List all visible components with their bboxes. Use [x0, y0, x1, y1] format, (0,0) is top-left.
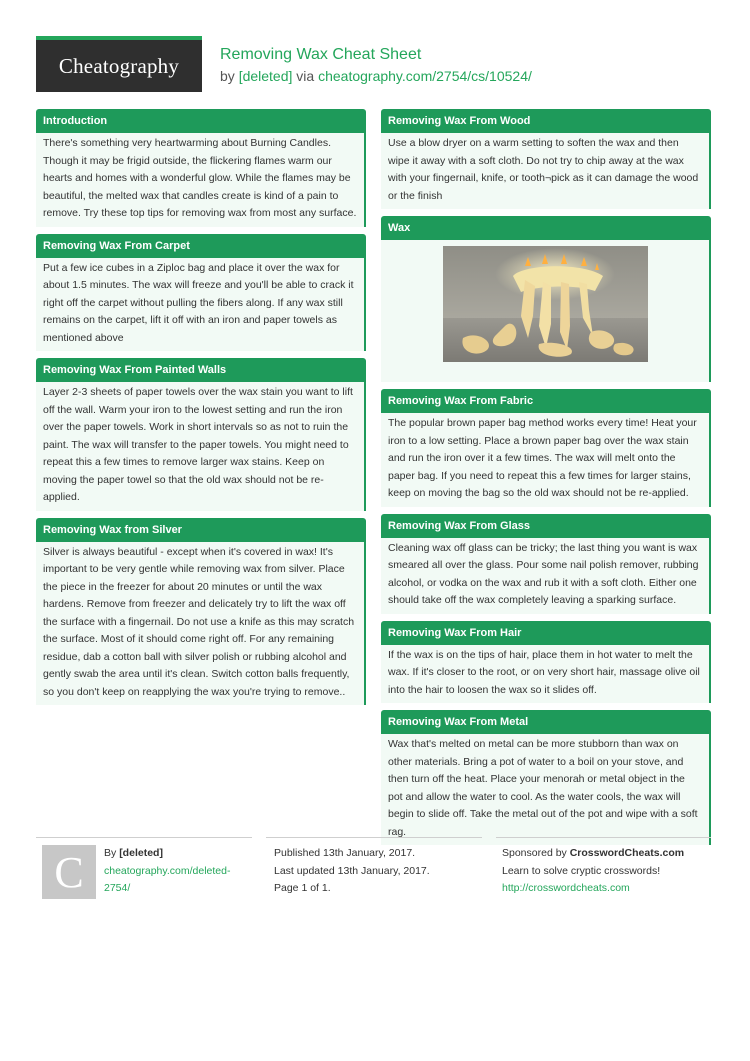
section-text: There's something very heartwarming about Burning Candles. Though it may be frigid outside, the flickering flames warm our hearts and homes with a wonderful glow. While the flames may be beautiful, the melted wax that candles create is kind of a pain to remove. Try these top tips for removing wax from most any surface.: [36, 133, 366, 227]
sponsor-link[interactable]: http://crosswordcheats.com: [502, 882, 630, 894]
section-carpet: [36, 234, 366, 352]
sponsor-name: CrosswordCheats.com: [569, 847, 685, 859]
byline: [220, 68, 532, 84]
published-date: Published 13th January, 2017.: [274, 847, 416, 859]
right-column: [381, 109, 711, 852]
section-heading: Removing Wax From Hair: [381, 621, 711, 645]
footer-author-link-line1[interactable]: cheatography.com/deleted-: [104, 864, 231, 877]
footer-divider: [266, 837, 482, 838]
section-metal: [381, 710, 711, 845]
footer-author-link-line2[interactable]: 2754/: [104, 882, 131, 894]
sponsored-by-label: Sponsored by: [502, 847, 567, 859]
section-hair: [381, 621, 711, 704]
footer-author-name: [deleted]: [119, 847, 163, 859]
section-heading: Removing Wax From Wood: [381, 109, 711, 133]
section-wood: [381, 109, 711, 209]
section-introduction: [36, 109, 366, 227]
author-link[interactable]: [deleted]: [238, 68, 293, 84]
section-text: Use a blow dryer on a warm setting to soften the wax and then wipe it away with a soft cloth. Do not try to chip away at the wax with your fingernail, knife, or tooth¬pick as it can damage the wood or the finish: [381, 133, 711, 209]
cheatography-logo[interactable]: [36, 36, 202, 92]
section-fabric: [381, 389, 711, 507]
section-text: Silver is always beautiful - except when it's covered in wax! It's important to be very gentle while removing wax from silver. Place the piece in the freezer for about 20 minutes or until the wax hardens. Remove from freezer and delicately try to lift the wax off the surface with a fingernail. Do not use a knife as this may scratch the surface. Most of it should come right off. For any remaining residue, dab a cotton ball with silver polish or rubbing alcohol and gently swab the area until it's clean. Switch cotton balls frequently, so you don't keep on reapplying the wax you're trying to remove..: [36, 542, 366, 706]
melted-candle-wax-image: [443, 246, 648, 362]
sheet-url-link[interactable]: cheatography.com/2754/cs/10524/: [318, 68, 532, 84]
section-silver: [36, 518, 366, 706]
footer-divider: [496, 837, 711, 838]
section-heading: Removing Wax From Glass: [381, 514, 711, 538]
sheet-title: Removing Wax Cheat Sheet: [220, 46, 422, 63]
section-text: The popular brown paper bag method works every time! Heat your iron to a low setting. Place a brown paper bag over the wax stain and run the iron over it a few times. The wax will melt onto the paper bag. If you need to repeat this a few times for larger stains, keep on moving the bag so the old wax should not be re-applied.: [381, 413, 711, 507]
section-heading: Removing Wax from Silver: [36, 518, 366, 542]
sponsor-tagline: Learn to solve cryptic crosswords!: [502, 864, 661, 877]
section-heading: Removing Wax From Metal: [381, 710, 711, 734]
section-painted-walls: [36, 358, 366, 511]
section-text: Put a few ice cubes in a Ziploc bag and place it over the wax for about 1.5 minutes. The wax will freeze and you'll be able to crack it right off the carpet without pulling the fibers along. If any wax still remains on the carpet, lift it off with an iron and paper towels as mentioned above: [36, 258, 366, 352]
image-container: [381, 240, 711, 382]
footer-divider: [36, 837, 252, 838]
updated-date: Last updated 13th January, 2017.: [274, 864, 430, 877]
section-heading: Introduction: [36, 109, 366, 133]
page-count: Page 1 of 1.: [274, 882, 331, 894]
author-avatar[interactable]: [42, 845, 96, 899]
left-column: [36, 109, 366, 712]
section-heading: Removing Wax From Carpet: [36, 234, 366, 258]
footer: [36, 837, 711, 907]
section-text: If the wax is on the tips of hair, place them in hot water to melt the wax. If it's closer to the root, or on very short hair, massage olive oil into the hair to loosen the wax so it slides off.: [381, 645, 711, 704]
header: [36, 36, 716, 94]
footer-sponsor: [502, 845, 711, 898]
section-text: Wax that's melted on metal can be more stubborn than wax on other materials. Bring a pot of water to a boil on your stove, and then turn off the heat. Place your menorah or metal object in the pot and allow the water to cool. As the water cools, the wax will begin to slide off. Take the metal out of the pot and wipe with a soft rag.: [381, 734, 711, 845]
footer-author: [104, 845, 249, 898]
footer-by-label: By: [104, 847, 117, 859]
section-heading: Removing Wax From Fabric: [381, 389, 711, 413]
avatar-letter: C: [54, 847, 84, 897]
section-text: Cleaning wax off glass can be tricky; the last thing you want is wax smeared all over the glass. Pour some nail polish remover, rubbing alcohol, or vodka on the wax and rub it with a soft cloth. Either one should take off the wax completely leaving a sparking surface.: [381, 538, 711, 614]
section-wax-image: [381, 216, 711, 382]
section-glass: [381, 514, 711, 614]
via-label: via: [296, 68, 315, 84]
section-heading: Wax: [381, 216, 711, 240]
logo-text: Cheatography: [58, 53, 180, 78]
footer-publication: [274, 845, 484, 898]
section-text: Layer 2-3 sheets of paper towels over the wax stain you want to lift off the wall. Warm your iron to the lowest setting and run the iron over the paper towels. Work in short intervals so as not to ruin the paint. The wax will transfer to the paper towels. You might need to repeat this a few times to remove larger wax stains. Keep on moving the paper towel so that the old wax should not be re-applied.: [36, 382, 366, 511]
section-heading: Removing Wax From Painted Walls: [36, 358, 366, 382]
by-label: by: [220, 68, 235, 84]
